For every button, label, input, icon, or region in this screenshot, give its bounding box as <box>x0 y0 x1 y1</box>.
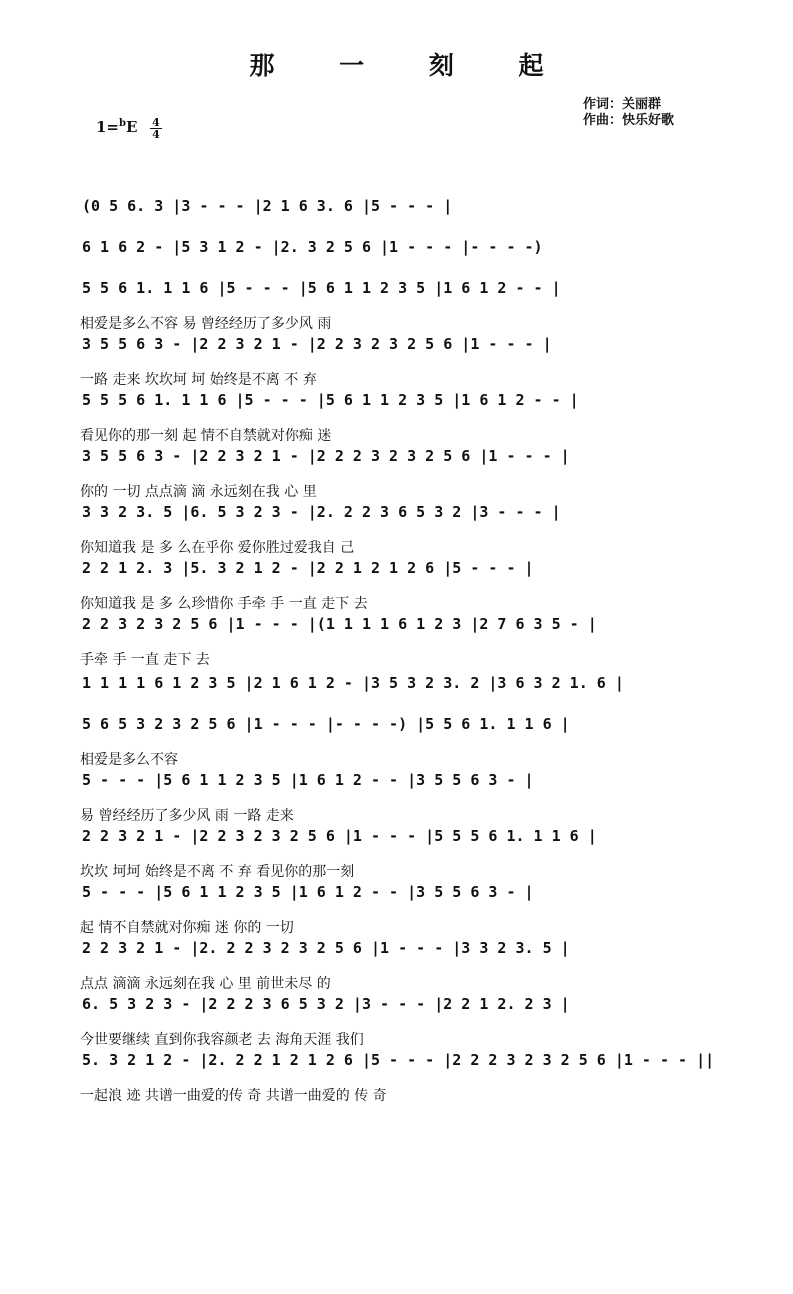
score-system <box>0 995 793 1059</box>
notation-line: 5 - - - |5 6 1 1 2 3 5 |1 6 1 2 - - |3 5 5 6 3 - | <box>82 771 534 789</box>
composer-credit: 作曲：快乐好歌 <box>583 113 675 128</box>
score-system <box>0 939 793 1003</box>
lyrics-line: 一路 走来 坎坎坷 坷 始终是不离 不 弃 <box>80 372 317 388</box>
score-system <box>0 715 793 779</box>
score-system <box>0 771 793 835</box>
notation-line: (0 5 6. 3 |3 - - - |2 1 6 3. 6 |5 - - - | <box>82 197 453 215</box>
lyrics-line: 手牵 手 一直 走下 去 <box>80 652 210 668</box>
lyrics-line: 起 情不自禁就对你痴 迷 你的 一切 <box>80 920 294 936</box>
notation-line: 2 2 3 2 1 - |2 2 3 2 3 2 5 6 |1 - - - |5 5 5 6 1. 1 1 6 | <box>82 827 597 845</box>
score-system <box>0 1051 793 1115</box>
notation-line: 6 1 6 2 - |5 3 1 2 - |2. 3 2 5 6 |1 - - - |- - - -) <box>82 238 543 256</box>
score-system <box>0 279 793 343</box>
score-system <box>0 827 793 891</box>
lyrics-line: 相爱是多么不容 <box>80 752 178 768</box>
notation-line: 2 2 3 2 3 2 5 6 |1 - - - |(1 1 1 1 6 1 2 3 |2 7 6 3 5 - | <box>82 615 597 633</box>
lyrics-line: 一起浪 迹 共谱一曲爱的传 奇 共谱一曲爱的 传 奇 <box>80 1088 387 1104</box>
notation-line: 3 5 5 6 3 - |2 2 3 2 1 - |2 2 3 2 3 2 5 6 |1 - - - | <box>82 335 552 353</box>
time-signature <box>150 117 162 140</box>
score-system <box>0 615 793 679</box>
score-system <box>0 447 793 511</box>
time-signature-top: 4 <box>152 116 160 129</box>
lyrics-line: 今世要继续 直到你我容颜老 去 海角天涯 我们 <box>80 1032 364 1048</box>
credits-block <box>583 97 674 129</box>
key-note: E <box>126 118 138 136</box>
notation-line: 5. 3 2 1 2 - |2. 2 2 1 2 1 2 6 |5 - - - |2 2 2 3 2 3 2 5 6 |1 - - - || <box>82 1051 715 1069</box>
notation-line: 6. 5 3 2 3 - |2 2 2 3 6 5 3 2 |3 - - - |2 2 1 2. 2 3 | <box>82 995 570 1013</box>
notation-line: 3 3 2 3. 5 |6. 5 3 2 3 - |2. 2 2 3 6 5 3 2 |3 - - - | <box>82 503 561 521</box>
score-system <box>0 391 793 455</box>
score-system <box>0 883 793 947</box>
flat-sign: b <box>119 118 127 129</box>
key-prefix: 1= <box>96 118 120 136</box>
lyrics-line: 你的 一切 点点滴 滴 永远刻在我 心 里 <box>80 484 317 500</box>
lyrics-line: 易 曾经经历了多少风 雨 一路 走来 <box>80 808 294 824</box>
lyrics-line: 坎坎 坷坷 始终是不离 不 弃 看见你的那一刻 <box>80 864 355 880</box>
notation-line: 5 - - - |5 6 1 1 2 3 5 |1 6 1 2 - - |3 5 5 6 3 - | <box>82 883 534 901</box>
notation-line: 1 1 1 1 6 1 2 3 5 |2 1 6 1 2 - |3 5 3 2 3. 2 |3 6 3 2 1. 6 | <box>82 674 624 692</box>
song-title: 那 一 刻 起 <box>249 51 572 80</box>
notation-line: 3 5 5 6 3 - |2 2 3 2 1 - |2 2 2 3 2 3 2 5 6 |1 - - - | <box>82 447 570 465</box>
score-system <box>0 335 793 399</box>
lyrics-line: 你知道我 是 多 么在乎你 爱你胜过爱我自 己 <box>80 540 355 556</box>
key-signature <box>96 118 137 136</box>
lyrics-line: 相爱是多么不容 易 曾经经历了多少风 雨 <box>80 316 332 332</box>
lyrics-line: 你知道我 是 多 么珍惜你 手牵 手 一直 走下 去 <box>80 596 368 612</box>
notation-line: 2 2 3 2 1 - |2. 2 2 3 2 3 2 5 6 |1 - - - |3 3 2 3. 5 | <box>82 939 570 957</box>
lyrics-line: 点点 滴滴 永远刻在我 心 里 前世未尽 的 <box>80 976 331 992</box>
score-system <box>0 503 793 567</box>
notation-line: 5 5 5 6 1. 1 1 6 |5 - - - |5 6 1 1 2 3 5 |1 6 1 2 - - | <box>82 391 579 409</box>
notation-line: 2 2 1 2. 3 |5. 3 2 1 2 - |2 2 1 2 1 2 6 |5 - - - | <box>82 559 534 577</box>
notation-line: 5 5 6 1. 1 1 6 |5 - - - |5 6 1 1 2 3 5 |1 6 1 2 - - | <box>82 279 561 297</box>
lyrics-line: 看见你的那一刻 起 情不自禁就对你痴 迷 <box>80 428 332 444</box>
lyricist-credit: 作词：关丽群 <box>583 97 662 112</box>
score-system <box>0 559 793 623</box>
notation-line: 5 6 5 3 2 3 2 5 6 |1 - - - |- - - -) |5 5 6 1. 1 1 6 | <box>82 715 570 733</box>
time-signature-bottom: 4 <box>152 128 160 141</box>
